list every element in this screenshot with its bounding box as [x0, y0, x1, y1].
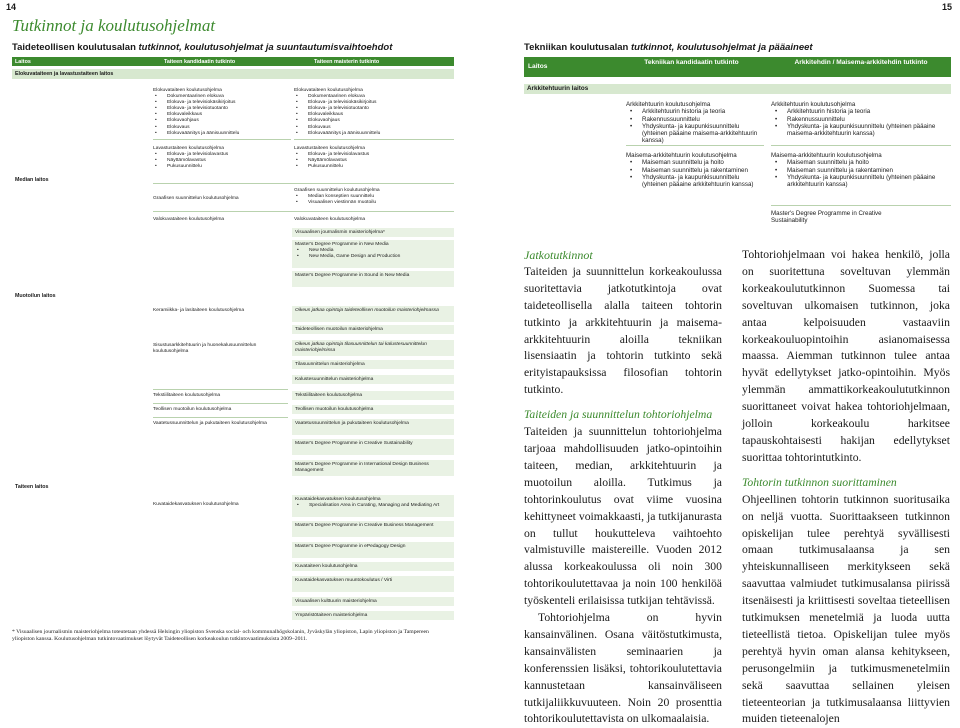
- ma-graafinen-title: Graafisen suunnittelun koulutusohjelma: [294, 188, 380, 193]
- list-item: • Elokuvaus: [294, 125, 449, 131]
- divider: [294, 139, 454, 140]
- ma-kuvataide-title: Kuvataidekasvatuksen koulutusohjelma: [295, 497, 381, 502]
- list-item: • New Media, Game Design and Production: [297, 254, 401, 259]
- list-item: • Arkkitehtuurin historia ja teoria: [626, 108, 766, 115]
- ma-kaluste: Kalustesuunnittelun maisteriohjelma: [292, 375, 454, 384]
- list-item: • Maiseman suunnittelu ja hoito: [626, 159, 766, 166]
- divider: [153, 403, 288, 404]
- body-column-1: [524, 247, 722, 728]
- tech-ba-arch-title: Arkkitehtuurin koulutusohjelma: [626, 101, 711, 108]
- list-item: • Elokuvaohjaus: [153, 118, 288, 124]
- list-item: • Elokuva- ja televisiolavastus: [294, 152, 449, 158]
- ma-oikeus-1: Oikeus jatkaa opintoja taideteollisen muotoilun maisteriohjelmassa: [292, 306, 454, 322]
- ma-new-media-title: Master's Degree Programme in New Media: [295, 242, 389, 247]
- ma-muuntokoulutus: Kuvataidekasvatuksen muuntokoulutus / Virti: [292, 576, 454, 592]
- ba-teollinen: [153, 407, 283, 413]
- art-table-title-italic: tutkinnot, koulutusohjelmat ja suuntautumisvaihtoehdot: [138, 42, 393, 53]
- list-item: • Elokuvaohjaus: [294, 118, 449, 124]
- ma-tila: Tilasuunnittelun maisteriohjelma: [292, 360, 454, 369]
- ma-valokuva-text: Valokuvataiteen koulutusohjelma: [294, 217, 366, 222]
- list-item: • Arkkitehtuurin historia ja teoria: [771, 108, 949, 115]
- list-item: • Elokuva- ja televisiolavastus: [153, 152, 288, 158]
- divider: [153, 139, 291, 140]
- row-taiteen: Taiteen laitos: [15, 484, 49, 490]
- ma-lavastus-title: Lavastustaiteen koulutusohjelma: [294, 146, 365, 151]
- list-item: • Yhdyskunta- ja kaupunkisuunnittelu (yhteinen pääaine maisema-arkkitehtuurin kanssa): [771, 123, 949, 138]
- list-item: • Specialisation Area in Curating, Managing and Mediating Art: [297, 503, 440, 508]
- ba-sisustus: [153, 343, 283, 355]
- ma-elokuva: [294, 88, 449, 137]
- ba-elokuva-title: Elokuvataiteen koulutusohjelma: [153, 88, 222, 93]
- list-item: • Maiseman suunnittelu ja rakentaminen: [626, 167, 766, 174]
- list-item: • Elokuva- ja televisiotuotanto: [153, 106, 288, 112]
- ma-taideteollinen: Taideteollisen muotoilun maisteriohjelma: [292, 325, 454, 334]
- ma-visuaalinen-kulttuuri: Visuaalisen kulttuurin maisteriohjelma: [292, 597, 454, 606]
- list-item: • Elokuvaäänitys ja äänisuunnittelu: [153, 131, 288, 137]
- ba-lavastus: [153, 146, 288, 170]
- list-item-text: New Media, Game Design and Production: [309, 254, 401, 259]
- list-item: • New Media: [297, 248, 334, 253]
- tech-ba-land-title: Maisema-arkkitehtuurin koulutusohjelma: [626, 152, 737, 159]
- ma-cbd: Master's Degree Programme in Creative Business Management: [292, 521, 454, 537]
- list-item: • Elokuva- ja televisiokäsikirjoitus: [294, 100, 449, 106]
- list-item: • Elokuvaleikkaus: [153, 112, 288, 118]
- paragraph: Taiteiden ja suunnittelun tohtoriohjelma tarjoaa mahdollisuuden jatko-opintoihin taiteen, median, arkkitehtuurin ja muotoilun aloilla. Tutkimus ja tohtorinkoulutus ovat viime vuosina kehittyneet voimakkaasti, ja tutkijanurasta on tullut houkutteleva vaihtoehto valmistuville maistereille. Vuoden 2012 alussa korkeakoulussa oli noin 300 tohtorikoulutettavaa ja noin 100 henkilöä työskenteli erilaisissa tutkijan tehtävissä.: [524, 425, 722, 608]
- ba-valokuva: [153, 217, 288, 223]
- heading-jatkotutkinnot: Jatkotutkinnot: [524, 248, 593, 262]
- ba-elokuva: [153, 88, 288, 137]
- tech-table-title-plain: Tekniikan koulutusalan: [524, 42, 631, 53]
- ma-elokuva-title: Elokuvataiteen koulutusohjelma: [294, 88, 363, 93]
- footnote: * Visuaalisen journalismin maisteriohjelma toteutetaan yhdessä Helsingin yliopiston Svenska social- och kommunalhögskolanin, Jyväskylän yliopiston, Lapin yliopiston ja Tampereen yliopiston kanssa. Koulutusohjelman tutkintovaatimukset löytyvät Taideteollisen korkeakoulun tutkintovaatimuksista 2009–2011.: [12, 629, 429, 642]
- list-item: • Yhdyskunta- ja kaupunkisuunnittelu (yhteinen pääaine maisema-arkkitehtuurin kanssa): [626, 123, 766, 145]
- row-muotoilu: Muotoilun laitos: [15, 293, 56, 299]
- list-item: • Näyttämölavastus: [153, 158, 288, 164]
- ma-oikeus-2: Oikeus jatkaa opintoja tilasuunnittelun tai kalustesuunnittelun maisteriohjelmissa: [292, 340, 454, 356]
- heading-tutkinnon-suorittaminen: Tohtorin tutkinnon suorittaminen: [742, 475, 897, 489]
- ba-graafinen: [153, 196, 288, 202]
- art-table-title-plain: Taideteollisen koulutusalan: [12, 42, 139, 53]
- paragraph: Taiteiden ja suunnittelun korkeakoulussa suoritettavia jatkotutkintoja ovat taideteollisella alalla taiteen tohtorin tutkinto ja arkkitehtuurin ja maisema-arkkitehtuurin aloilla tekniikan lisensiaatin ja tohtorin tutkinto sekä erityistapauksissa filosofian tohtorin tutkinto.: [524, 264, 722, 397]
- ba-keramiikka-text: Keramiikka- ja lasitaiteen koulutusohjelma: [153, 308, 245, 313]
- art-table-title: [12, 42, 392, 53]
- ba-vaatetus: [153, 421, 283, 427]
- divider: [771, 205, 951, 206]
- body-column-2: [742, 247, 950, 726]
- divider: [153, 417, 288, 418]
- divider: [153, 211, 454, 212]
- tech-ma-creative: Master's Degree Programme in Creative Sustainability: [771, 210, 882, 225]
- paragraph: Tohtoriohjelma on hyvin kansainvälinen. Osana väitöstutkimusta, kansainvälisten seminaarien ja konferenssien lisäksi, tohtorikoulutettavia kannustetaan kansainväliseen tutkijaliikkuvuuteen. Noin 20 prosenttia tohtorikoulutettavista on ulkomaalaisia.: [524, 611, 722, 726]
- ba-tekstiili-text: Tekstiilitaiteen koulutusohjelma: [153, 393, 221, 398]
- page-number-left: 14: [6, 2, 17, 12]
- ma-ymparisto: Ympäristötaiteen maisteriohjelma: [292, 611, 454, 620]
- list-item: • Yhdyskunta- ja kaupunkisuunnittelu (yhteinen pääaine arkkitehtuurin kanssa): [771, 174, 949, 189]
- row-median: Median laitos: [15, 177, 49, 183]
- ma-vaatetus: Vaatetussuunnittelun ja pukutaiteen koulutusohjelma: [292, 419, 454, 435]
- list-item: • Elokuvaus: [153, 125, 288, 131]
- ma-creative: Master's Degree Programme in Creative Sustainability: [292, 439, 454, 455]
- ma-graafinen: [294, 188, 449, 206]
- tech-ba-land: [626, 152, 766, 188]
- list-item: • Elokuvaleikkaus: [294, 112, 449, 118]
- list-item: • Elokuvaäänitys ja äänisuunnittelu: [294, 131, 449, 137]
- header-ma: Taiteen maisterin tutkinto: [314, 58, 380, 65]
- section-title: Tutkinnot ja koulutusohjelmat: [12, 16, 216, 35]
- ma-visual-journalism: Visuaalisen journalismin maisteriohjelma*: [292, 228, 454, 237]
- list-item: • Elokuva- ja televisiokäsikirjoitus: [153, 100, 288, 106]
- divider: [153, 389, 288, 390]
- ma-epedagogy: Master's Degree Programme in ePedagogy Design: [292, 542, 454, 558]
- ma-teollinen: Teollisen muotoilun koulutusohjelma: [292, 405, 454, 414]
- list-item: • Dokumentaarinen elokuva: [294, 94, 449, 100]
- ba-lavastus-title: Lavastustaiteen koulutusohjelma: [153, 146, 224, 151]
- list-item: • Dokumentaarinen elokuva: [153, 94, 288, 100]
- ma-lavastus: [294, 146, 449, 170]
- ma-tekstiili: Tekstiilitaiteen koulutusohjelma: [292, 391, 454, 400]
- ma-valokuva: [294, 217, 449, 223]
- list-item: • Yhdyskunta- ja kaupunkisuunnittelu (yhteinen pääaine arkkitehtuurin kanssa): [626, 174, 766, 189]
- ma-kuvataiteen: Kuvataiteen koulutusohjelma: [292, 562, 454, 571]
- tech-ma-land-title: Maisema-arkkitehtuurin koulutusohjelma: [771, 152, 882, 159]
- list-item-text: Specialisation Area in Curating, Managing and Mediating Art: [309, 503, 440, 508]
- list-item: • Pukusuunnittelu: [294, 164, 449, 170]
- list-item: • Elokuva- ja televisiotuotanto: [294, 106, 449, 112]
- tech-header-ba: Tekniikan kandidaatin tutkinto: [644, 59, 739, 66]
- header-ba: Taiteen kandidaatin tutkinto: [164, 58, 236, 65]
- tech-row-arch: Arkkitehtuurin laitos: [527, 85, 589, 92]
- list-item: • Rakennussuunnittelu: [626, 116, 766, 123]
- ba-valokuva-text: Valokuvataiteen koulutusohjelma: [153, 217, 225, 222]
- list-item: • Pukusuunnittelu: [153, 164, 288, 170]
- page-number-right: 15: [941, 2, 952, 12]
- ba-keramiikka: [153, 308, 283, 314]
- list-item: • Median konseptien suunnittelu: [294, 194, 449, 200]
- tech-ma-arch-title: Arkkitehtuurin koulutusohjelma: [771, 101, 856, 108]
- list-item: • Rakennussuunnittelu: [771, 116, 949, 123]
- ma-idbm: Master's Degree Programme in International Design Business Management: [292, 460, 454, 476]
- heading-tohtoriohjelma: Taiteiden ja suunnittelun tohtoriohjelma: [524, 408, 713, 422]
- ba-teollinen-text: Teollisen muotoilun koulutusohjelma: [153, 407, 232, 412]
- list-item: • Näyttämölavastus: [294, 158, 449, 164]
- tech-header-laitos: Laitos: [528, 63, 548, 70]
- tech-header-ma: Arkkitehdin / Maisema-arkkitehdin tutkinto: [794, 59, 928, 66]
- ba-sisustus-text: Sisustusarkkitehtuurin ja huonekalusuunnittelun koulutusohjelma: [153, 343, 257, 355]
- tech-table-title-italic: tutkinnot, koulutusohjelmat ja pääaineet: [631, 42, 813, 53]
- ba-kuvataide: [153, 502, 288, 508]
- ba-graafinen-text: Graafisen suunnittelun koulutusohjelma: [153, 196, 239, 201]
- divider: [626, 145, 764, 146]
- tech-table-header: [524, 57, 951, 77]
- ba-kuvataide-text: Kuvataidekasvatuksen koulutusohjelma: [153, 502, 239, 507]
- header-laitos: Laitos: [15, 58, 31, 65]
- ma-new-media: [292, 240, 454, 268]
- art-table-header: [12, 57, 454, 66]
- list-item-text: New Media: [309, 248, 334, 253]
- tech-ma-land: [771, 152, 949, 188]
- list-item: • Maiseman suunnittelu ja rakentaminen: [771, 167, 949, 174]
- art-band-elokuva: Elokuvataiteen ja lavastustaiteen laitos: [12, 69, 454, 79]
- divider: [153, 183, 454, 184]
- ba-tekstiili: [153, 393, 283, 399]
- tech-ba-arch: [626, 101, 766, 145]
- divider: [771, 145, 951, 146]
- tech-table-title: [524, 42, 813, 53]
- paragraph: Tohtoriohjelmaan voi hakea henkilö, jolla on suoritettuna soveltuvan ylemmän korkeakoulututkinnon Suomessa tai soveltuvan ulkomaisen tutkinnon, joka antaa kelpoisuuden vastaaviin korkeakouluopintoihin asianomaisessa maassa. Aiemman tutkinnon tulee antaa hyvät edellytykset jatko-opintoihin. Myös ylemmän ammattikorkeakoulututkinnon suorittaneet voivat hakea tohtoriohjelmaan, jolloin korkeakoulu harkitsee tapauskohtaisesti hakijan edellytykset suorittaa tohtorintutkinto.: [742, 248, 950, 464]
- ma-kuvataide: [292, 495, 454, 517]
- paragraph: Ohjeellinen tohtorin tutkinnon suoritusaika on neljä vuotta. Suorittaakseen tutkinnon opiskelijan tulee perehtyä syvällisesti omaan tutkimusalaansa ja sen yhteiskunnalliseen merkitykseen sekä saavuttaa valmiudet tutkimusalansa piirissä itsenäisesti ja kriittisesti soveltaa tieteellisen tutkimuksen menetelmiä ja luoda uutta tieteellistä tietoa. Opiskelijan tulee myös perehtyä hyvin oman alansa kehitykseen, perusongelmiin ja tutkimusmenetelmiin sekä saavuttaa sellainen yleisen tieteenteorian ja tutkimusalaansa liittyvien muiden tieteenalojen: [742, 492, 950, 726]
- ba-vaatetus-text: Vaatetussuunnittelun ja pukutaiteen koulutusohjelma: [153, 421, 267, 426]
- list-item: • Visuaalisen viestinnän muotoilu: [294, 200, 449, 206]
- ma-sound: Master's Degree Programme in Sound in New Media: [292, 271, 454, 287]
- list-item: • Maiseman suunnittelu ja hoito: [771, 159, 949, 166]
- tech-ma-arch: [771, 101, 949, 137]
